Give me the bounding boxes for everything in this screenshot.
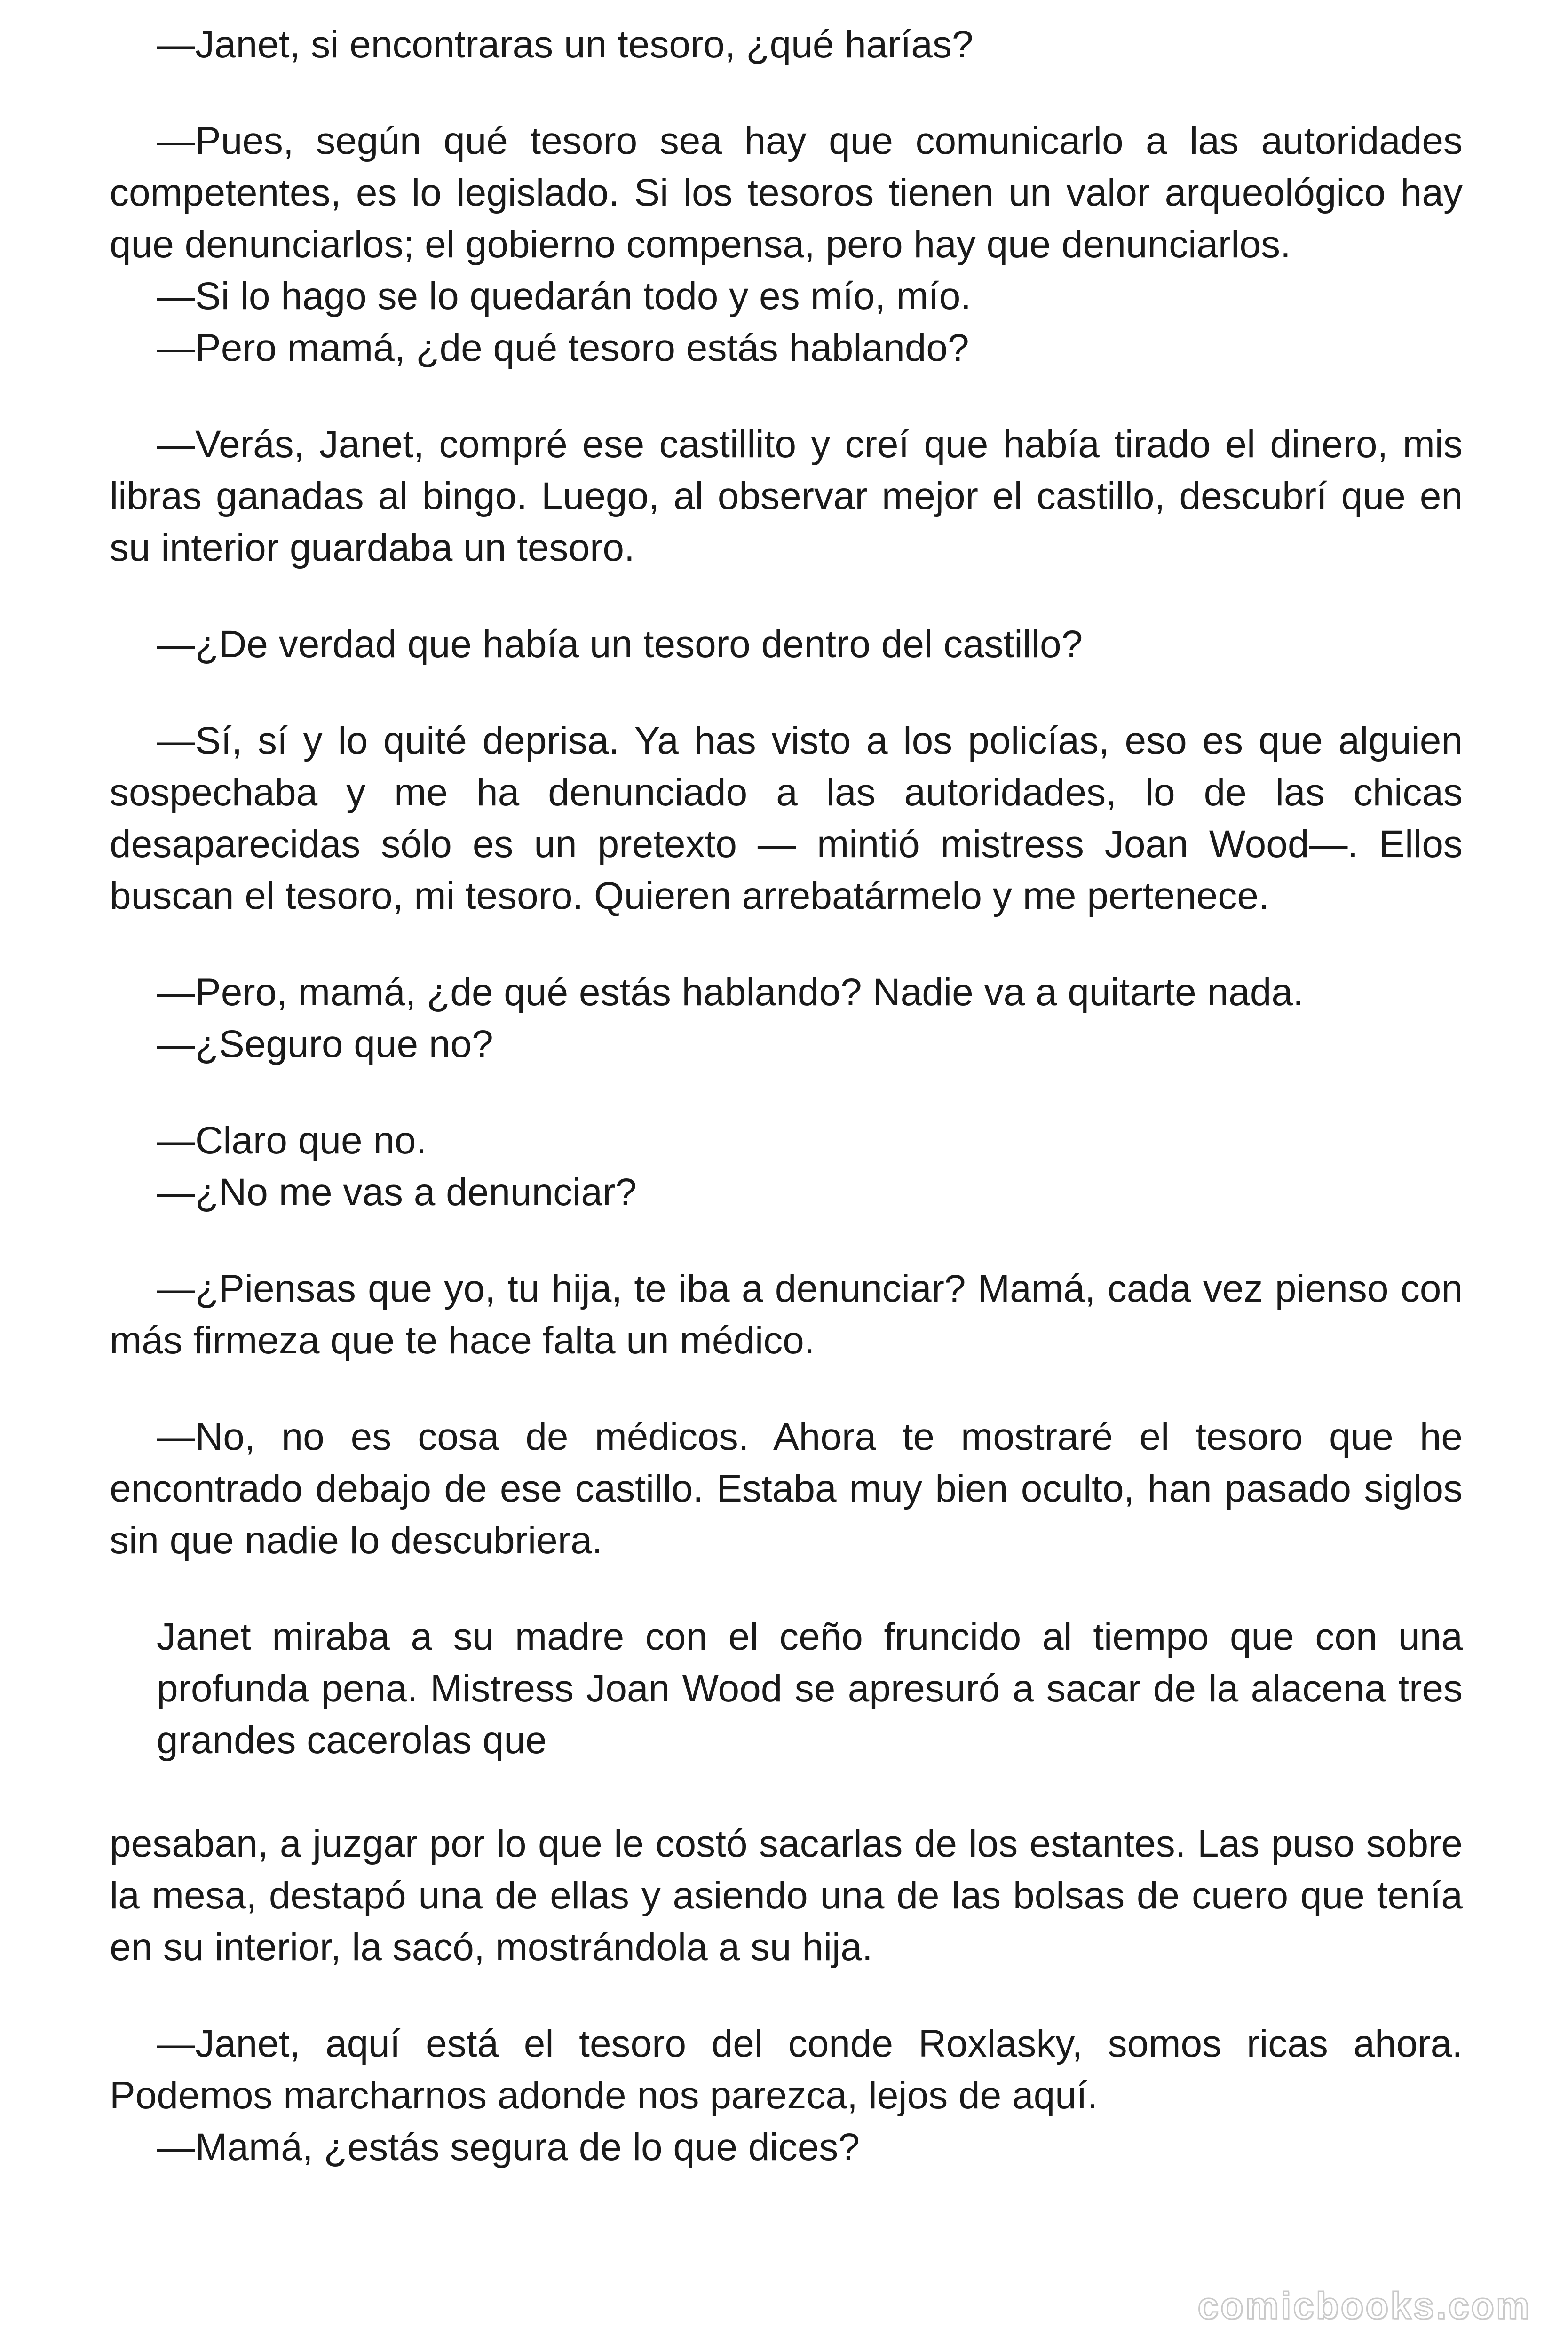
paragraph: —Pero mamá, ¿de qué tesoro estás hablando? <box>157 326 969 369</box>
paragraph: —¿De verdad que había un tesoro dentro del castillo? <box>157 623 1083 666</box>
paragraph: —Pero, mamá, ¿de qué estás hablando? Nadie va a quitarte nada. <box>157 971 1304 1014</box>
paragraph: —Verás, Janet, compré ese castillito y creí que había tirado el dinero, mis libras ganadas al bingo. Luego, al observar mejor el castillo, descubrí que en su interior guardaba un tesoro. <box>110 423 1463 569</box>
paragraph: —Claro que no. <box>157 1119 427 1162</box>
watermark-logo: comicbooks.com <box>1197 2285 1531 2327</box>
paragraph: Janet miraba a su madre con el ceño fruncido al tiempo que con una profunda pena. Mistress Joan Wood se apresuró a sacar de la alacena tres grandes cacerolas que <box>157 1615 1463 1762</box>
paragraph: —No, no es cosa de médicos. Ahora te mostraré el tesoro que he encontrado debajo de ese castillo. Estaba muy bien oculto, han pasado siglos sin que nadie lo descubriera. <box>110 1415 1463 1562</box>
paragraph: —Pues, según qué tesoro sea hay que comunicarlo a las autoridades competentes, es lo legislado. Si los tesoros tienen un valor arqueológico hay que denunciarlos; el gobierno compensa, pero hay que denunciarlos. <box>110 119 1463 266</box>
paragraph: pesaban, a juzgar por lo que le costó sacarlas de los estantes. Las puso sobre la mesa, destapó una de ellas y asiendo una de las bolsas de cuero que tenía en su interior, la sacó, mostrándola a su hija. <box>110 1822 1463 1969</box>
paragraph: —Si lo hago se lo quedarán todo y es mío, mío. <box>157 275 972 318</box>
document-page <box>110 19 1463 2173</box>
paragraph: —¿No me vas a denunciar? <box>157 1171 637 1214</box>
paragraph: —Janet, si encontraras un tesoro, ¿qué harías? <box>157 23 974 66</box>
paragraph: —¿Piensas que yo, tu hija, te iba a denunciar? Mamá, cada vez pienso con más firmeza que te hace falta un médico. <box>110 1267 1463 1362</box>
paragraph: —Mamá, ¿estás segura de lo que dices? <box>157 2126 860 2169</box>
paragraph: —¿Seguro que no? <box>157 1023 493 1065</box>
paragraph: —Janet, aquí está el tesoro del conde Roxlasky, somos ricas ahora. Podemos marcharnos adonde nos parezca, lejos de aquí. <box>110 2022 1463 2117</box>
paragraph: —Sí, sí y lo quité deprisa. Ya has visto a los policías, eso es que alguien sospechaba y me ha denunciado a las autoridades, lo de las chicas desaparecidas sólo es un pretexto — mintió mistress Joan Wood—. Ellos buscan el tesoro, mi tesoro. Quieren arrebatármelo y me pertenece. <box>110 719 1463 917</box>
